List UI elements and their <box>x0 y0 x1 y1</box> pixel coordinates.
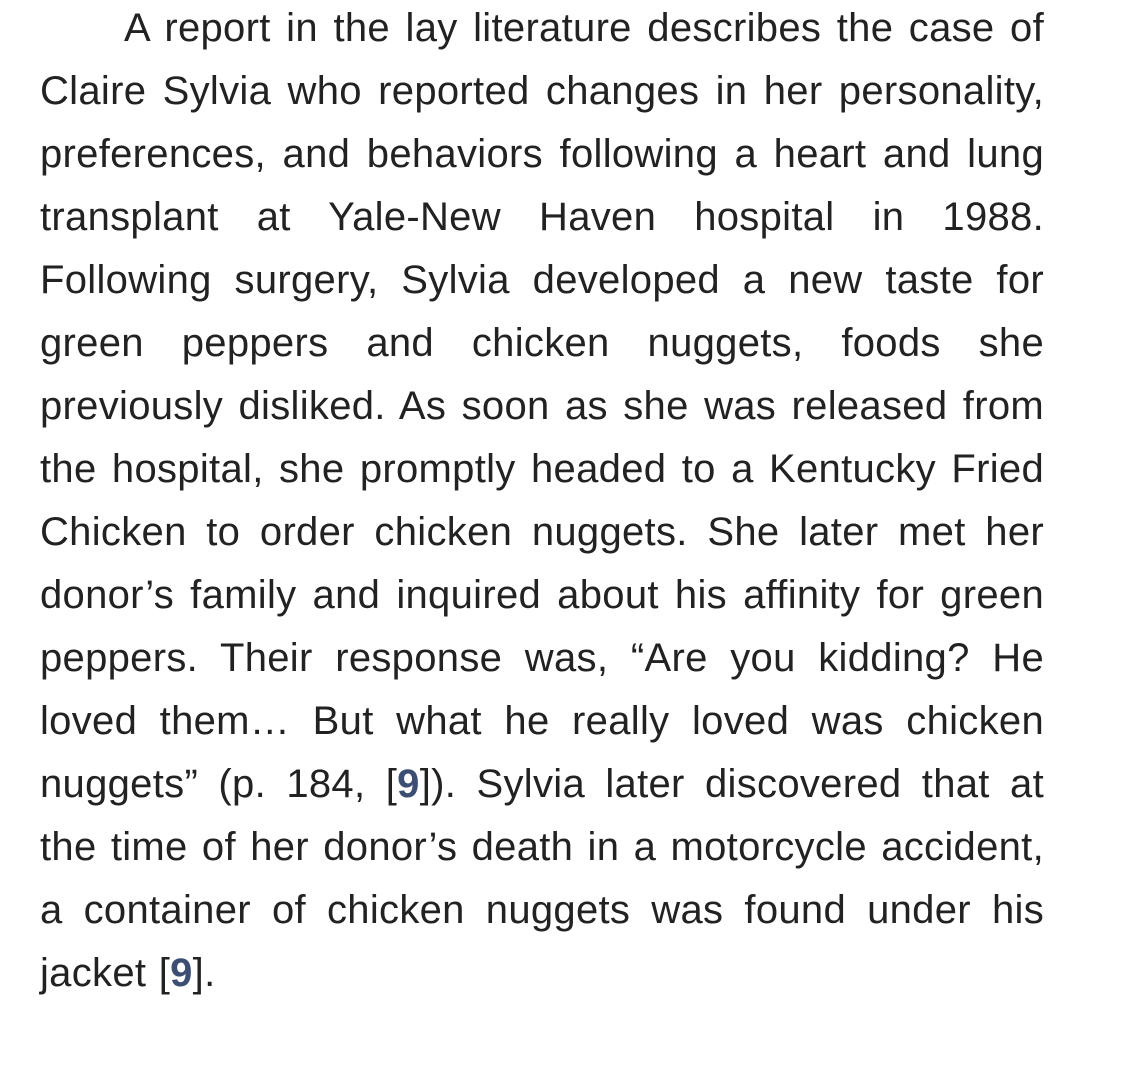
paragraph-text-3: ]. <box>192 951 216 995</box>
citation-link-9[interactable]: 9 <box>397 762 420 806</box>
article-body <box>40 0 1044 1005</box>
citation-link-9-second[interactable]: 9 <box>170 951 193 995</box>
body-paragraph <box>40 0 1044 1005</box>
paragraph-text-1: A report in the lay literature describes the case of Claire Sylvia who reported changes in her personality, preferences, and behaviors following a heart and lung transplant at Yale-New Haven hospital in 1988. Following surgery, Sylvia developed a new taste for green peppers and chicken nuggets, foods she previously disliked. As soon as she was released from the hospital, she promptly headed to a Kentucky Fried Chicken to order chicken nuggets. She later met her donor’s family and inquired about his affinity for green peppers. Their response was, “Are you kidding? He loved them… But what he really loved was chicken nuggets” (p. 184, [ <box>40 6 1044 806</box>
paragraph-text-2: ]). Sylvia later discovered that at the time of her donor’s death in a motorcycle accident, a container of chicken nuggets was found under his jacket [ <box>40 762 1045 995</box>
